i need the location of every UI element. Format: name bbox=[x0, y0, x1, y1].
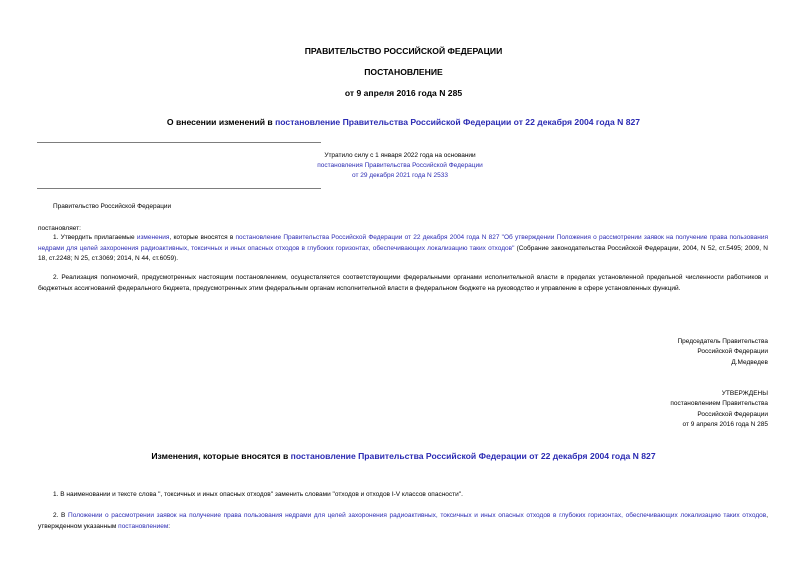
repeal-decree-date-link[interactable]: от 29 декабря 2021 года N 2533 bbox=[351, 172, 449, 179]
issuer-text: Правительство Российской Федерации bbox=[53, 203, 172, 210]
change-item-1: 1. В наименовании и тексте слова ", токсичных и иных опасных отходов" заменить словами "отходов и отходов I-V классов опасности". bbox=[53, 491, 463, 498]
status-bottom-rule bbox=[37, 188, 321, 189]
approval-line: Российской Федерации bbox=[697, 410, 768, 418]
signature-line: Председатель Правительства bbox=[677, 338, 768, 345]
approval-block bbox=[670, 389, 768, 430]
approval-line: УТВЕРЖДЕНЫ bbox=[721, 390, 768, 397]
change-item-2-text: : bbox=[168, 522, 171, 530]
change-item-2-text: , утвержденном указанным bbox=[38, 512, 768, 530]
changes-title bbox=[0, 451, 807, 461]
decree-link[interactable]: постановлением bbox=[118, 522, 169, 530]
changes-decree-link[interactable]: постановление Правительства Российской Федерации от 22 декабря 2004 года N 827 bbox=[290, 451, 656, 461]
changes-link[interactable]: изменения bbox=[136, 234, 170, 241]
government-heading: ПРАВИТЕЛЬСТВО РОССИЙСКОЙ ФЕДЕРАЦИИ bbox=[304, 46, 503, 56]
decree-827-link[interactable]: постановление Правительства Российской Федерации от 22 декабря 2004 года N 827 "Об утверждении Положения о рассмотрении заявок на получение права пользования недрами для целей захоронения радиоактивных, токсичных и иных опасных отходов в глубоких горизонтах, обеспечивающих локализацию таких отходов" bbox=[38, 234, 768, 252]
approval-line: от 9 апреля 2016 года N 285 bbox=[682, 420, 768, 428]
status-note bbox=[200, 151, 600, 181]
paragraph-1-text: 1. Утвердить прилагаемые bbox=[53, 234, 137, 241]
status-note-line: Утратило силу с 1 января 2022 года на основании bbox=[324, 152, 476, 159]
repeal-decree-link[interactable]: постановления Правительства Российской Федерации bbox=[317, 162, 483, 169]
amended-decree-link[interactable]: постановление Правительства Российской Федерации от 22 декабря 2004 года N 827 bbox=[275, 117, 641, 127]
paragraph-1-text: , которые вносятся в bbox=[169, 234, 236, 241]
document-title-prefix: О внесении изменений в bbox=[166, 117, 276, 127]
paragraph-1-text: (Собрание законодательства Российской Федерации, 2004, N 52, ст.5495; 2009, N 18, ст.2248; N 25, ст.3069; 2014, N 44, ст.6059). bbox=[38, 244, 768, 262]
approval-line: постановлением Правительства bbox=[670, 400, 768, 408]
decrees-text: постановляет: bbox=[38, 225, 81, 232]
signature-line: Российской Федерации bbox=[697, 348, 768, 356]
change-item-2 bbox=[38, 511, 768, 532]
document-type-heading: ПОСТАНОВЛЕНИЕ bbox=[364, 67, 443, 77]
regulation-link[interactable]: Положении о рассмотрении заявок на получение права пользования недрами для целей захоронения радиоактивных, токсичных и иных опасных отходов в глубоких горизонтах, обеспечивающих локализацию таких отходов bbox=[68, 512, 767, 519]
status-top-rule bbox=[37, 142, 321, 143]
document-date-number: от 9 апреля 2016 года N 285 bbox=[344, 88, 463, 98]
document-title bbox=[0, 117, 807, 127]
paragraph-2: 2. Реализация полномочий, предусмотренных настоящим постановлением, осуществляется соответствующими федеральными органами исполнительной власти в пределах установленной предельной численности работников и бюджетных ассигнований федерального бюджета, предусмотренных этим федеральным органам исполнительной власти в федеральном бюджете на руководство и управление в сфере установленных функций. bbox=[38, 274, 768, 292]
signature-name: Д.Медведев bbox=[731, 358, 768, 366]
change-item-2-text: 2. В bbox=[53, 512, 69, 519]
signature-block bbox=[677, 337, 768, 368]
changes-title-prefix: Изменения, которые вносятся в bbox=[151, 451, 291, 461]
paragraph-1 bbox=[38, 233, 768, 265]
